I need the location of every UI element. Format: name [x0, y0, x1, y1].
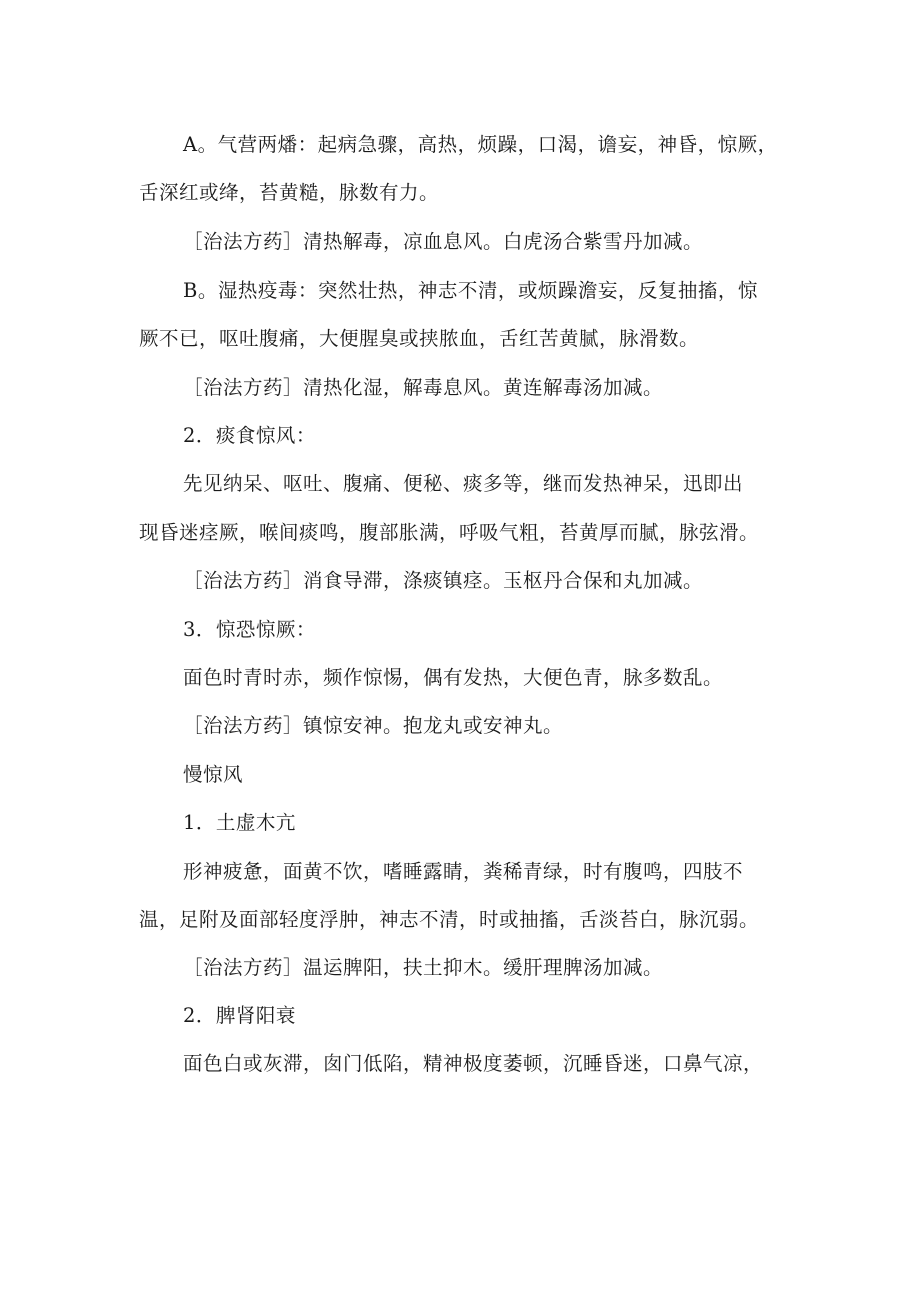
paragraph-line: 面色白或灰滞，囱门低陷，精神极度萎顿，沉睡昏迷，口鼻气凉， — [183, 1052, 764, 1075]
treatment-line: ［治法方药］消食导滞，涤痰镇痉。玉枢丹合保和丸加减。 — [183, 569, 704, 592]
paragraph-line: 面色时青时赤，频作惊惕，偶有发热，大便色青，脉多数乱。 — [183, 666, 724, 689]
section-heading: 2．脾肾阳衰 — [183, 1004, 296, 1027]
section-heading: 2．痰食惊风： — [183, 424, 316, 447]
paragraph-line: 厥不已，呕吐腹痛，大便腥臭或挟脓血，舌红苦黄腻，脉滑数。 — [139, 327, 700, 350]
treatment-line: ［治法方药］温运脾阳，扶土抑木。缓肝理脾汤加减。 — [183, 956, 664, 979]
treatment-line: ［治法方药］清热化湿，解毒息风。黄连解毒汤加减。 — [183, 376, 664, 399]
paragraph-line: A。气营两燔：起病急骤，高热，烦躁，口渴，谵妄，神昏，惊厥， — [183, 133, 778, 156]
paragraph-line: B。湿热疫毒：突然壮热，神志不清，或烦躁澹妄，反复抽搐，惊 — [183, 279, 758, 302]
section-title: 慢惊风 — [183, 763, 244, 786]
treatment-line: ［治法方药］清热解毒，凉血息风。白虎汤合紫雪丹加减。 — [183, 230, 704, 253]
paragraph-line: 先见纳呆、呕吐、腹痛、便秘、痰多等，继而发热神呆，迅即出 — [183, 472, 744, 495]
paragraph-line: 温，足附及面部轻度浮肿，神志不清，时或抽搐，舌淡苔白，脉沉弱。 — [139, 908, 760, 931]
section-heading: 1．土虚木亢 — [183, 811, 296, 834]
paragraph-line: 舌深红或绛，苔黄糙，脉数有力。 — [139, 181, 440, 204]
paragraph-line: 形神疲惫，面黄不饮，嗜睡露睛，粪稀青绿，时有腹鸣，四肢不 — [183, 860, 744, 883]
treatment-line: ［治法方药］镇惊安神。抱龙丸或安神丸。 — [183, 714, 564, 737]
paragraph-line: 现昏迷痉厥，喉间痰鸣，腹部胀满，呼吸气粗，苔黄厚而腻，脉弦滑。 — [139, 521, 760, 544]
section-heading: 3．惊恐惊厥： — [183, 618, 316, 641]
